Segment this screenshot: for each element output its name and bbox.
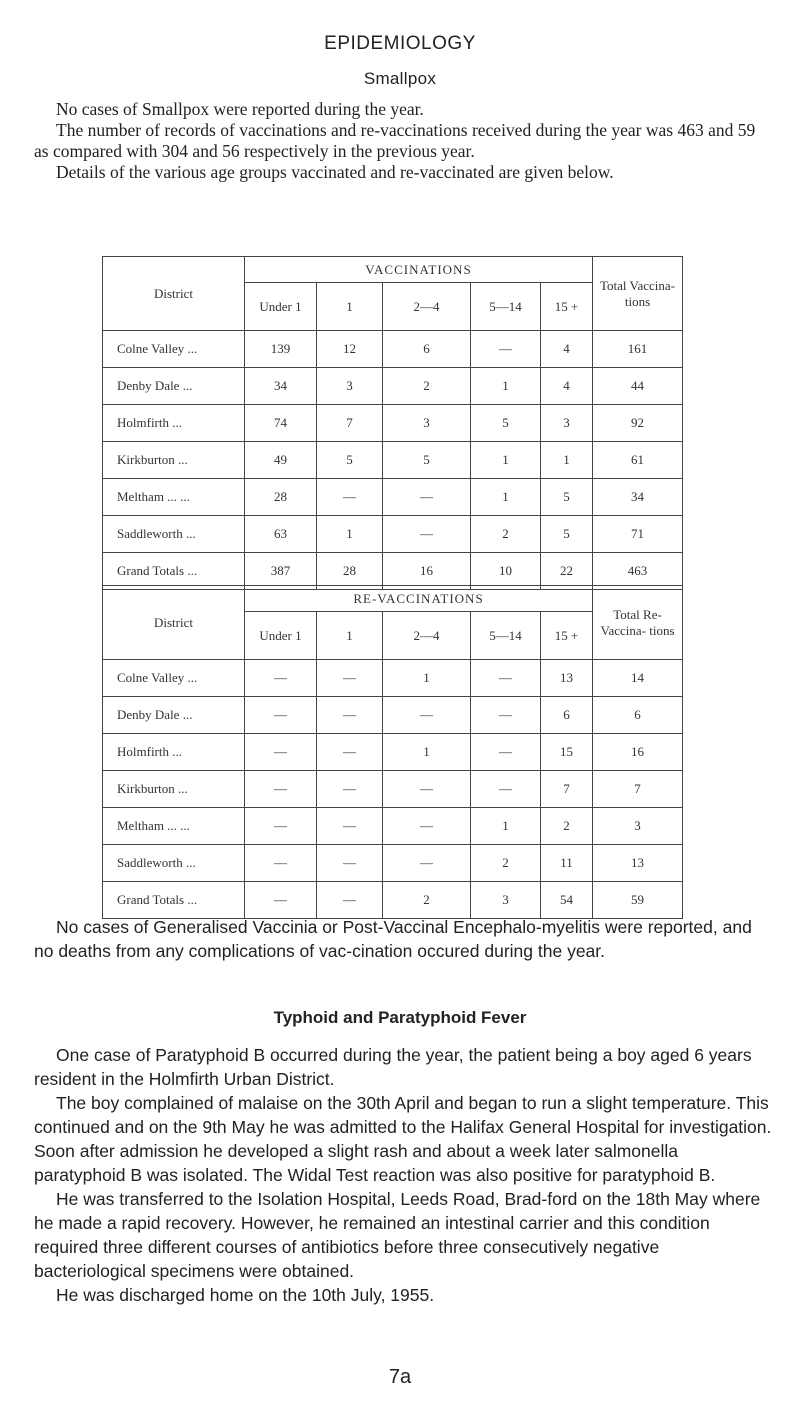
value-cell: — bbox=[383, 771, 471, 808]
value-cell: 1 bbox=[383, 734, 471, 771]
value-cell: — bbox=[383, 808, 471, 845]
value-cell: 1 bbox=[471, 808, 541, 845]
value-cell: — bbox=[245, 808, 317, 845]
value-cell: 387 bbox=[245, 553, 317, 590]
value-cell: — bbox=[471, 697, 541, 734]
total-cell: 463 bbox=[593, 553, 683, 590]
table-row bbox=[103, 516, 683, 553]
value-cell: 1 bbox=[471, 442, 541, 479]
total-cell: 92 bbox=[593, 405, 683, 442]
value-cell: 34 bbox=[245, 368, 317, 405]
value-cell: 49 bbox=[245, 442, 317, 479]
table-row bbox=[103, 331, 683, 368]
total-cell: 7 bbox=[593, 771, 683, 808]
total-cell: 161 bbox=[593, 331, 683, 368]
district-cell: Meltham ... ... bbox=[103, 479, 245, 516]
value-cell: 5 bbox=[317, 442, 383, 479]
total-header: Total Vaccina- tions bbox=[593, 257, 683, 331]
revaccinations-group-header: RE-VACCINATIONS bbox=[245, 586, 593, 612]
vaccinia-note bbox=[34, 915, 774, 963]
value-cell: — bbox=[317, 771, 383, 808]
value-cell: 5 bbox=[541, 516, 593, 553]
district-cell: Meltham ... ... bbox=[103, 808, 245, 845]
value-cell: — bbox=[245, 882, 317, 919]
value-cell: — bbox=[383, 697, 471, 734]
total-header: Total Re- Vaccina- tions bbox=[593, 586, 683, 660]
value-cell: — bbox=[317, 808, 383, 845]
district-cell: Denby Dale ... bbox=[103, 368, 245, 405]
value-cell: 4 bbox=[541, 331, 593, 368]
value-cell: 28 bbox=[317, 553, 383, 590]
total-cell: 61 bbox=[593, 442, 683, 479]
total-cell: 6 bbox=[593, 697, 683, 734]
value-cell: 13 bbox=[541, 660, 593, 697]
district-cell: Kirkburton ... bbox=[103, 771, 245, 808]
value-cell: — bbox=[317, 734, 383, 771]
typhoid-paragraph-2: The boy complained of malaise on the 30th April and began to run a slight temperature. This continued and on the 9th May he was admitted to the Halifax General Hospital for investigation. Soon after admission he developed a slight rash and about a week later salmonella paratyphoid B was isolated. The Widal Test reaction was also positive for paratyphoid B. bbox=[34, 1093, 772, 1185]
total-cell: 13 bbox=[593, 845, 683, 882]
district-cell: Colne Valley ... bbox=[103, 331, 245, 368]
district-cell: Holmfirth ... bbox=[103, 405, 245, 442]
value-cell: — bbox=[471, 771, 541, 808]
district-cell: Saddleworth ... bbox=[103, 516, 245, 553]
typhoid-paragraph-1: One case of Paratyphoid B occurred during the year, the patient being a boy aged 6 years resident in the Holmfirth Urban District. bbox=[34, 1045, 752, 1089]
total-cell: 14 bbox=[593, 660, 683, 697]
age-header: 15 + bbox=[541, 283, 593, 331]
value-cell: 54 bbox=[541, 882, 593, 919]
age-header: 2—4 bbox=[383, 612, 471, 660]
value-cell: — bbox=[471, 660, 541, 697]
value-cell: 7 bbox=[541, 771, 593, 808]
intro-text bbox=[34, 99, 774, 183]
age-header: Under 1 bbox=[245, 612, 317, 660]
district-cell: Saddleworth ... bbox=[103, 845, 245, 882]
value-cell: 5 bbox=[541, 479, 593, 516]
table-row bbox=[103, 734, 683, 771]
age-header: Under 1 bbox=[245, 283, 317, 331]
table-row bbox=[103, 771, 683, 808]
value-cell: 7 bbox=[317, 405, 383, 442]
value-cell: 12 bbox=[317, 331, 383, 368]
value-cell: 2 bbox=[471, 845, 541, 882]
district-cell: Holmfirth ... bbox=[103, 734, 245, 771]
value-cell: 15 bbox=[541, 734, 593, 771]
section-title-smallpox: Smallpox bbox=[363, 69, 437, 88]
district-cell: Colne Valley ... bbox=[103, 660, 245, 697]
age-header: 5—14 bbox=[471, 283, 541, 331]
value-cell: 2 bbox=[383, 882, 471, 919]
table-row bbox=[103, 697, 683, 734]
table-row bbox=[103, 405, 683, 442]
value-cell: — bbox=[317, 479, 383, 516]
table-row bbox=[103, 845, 683, 882]
value-cell: — bbox=[383, 516, 471, 553]
total-cell: 16 bbox=[593, 734, 683, 771]
total-cell: 71 bbox=[593, 516, 683, 553]
district-cell: Denby Dale ... bbox=[103, 697, 245, 734]
value-cell: — bbox=[245, 771, 317, 808]
value-cell: — bbox=[317, 660, 383, 697]
value-cell: 28 bbox=[245, 479, 317, 516]
district-cell: Grand Totals ... bbox=[103, 553, 245, 590]
value-cell: 139 bbox=[245, 331, 317, 368]
table-row bbox=[103, 479, 683, 516]
value-cell: — bbox=[245, 734, 317, 771]
value-cell: 1 bbox=[471, 368, 541, 405]
age-header: 1 bbox=[317, 612, 383, 660]
typhoid-paragraph-4: He was discharged home on the 10th July, 1955. bbox=[56, 1285, 435, 1305]
typhoid-text bbox=[34, 1043, 774, 1307]
value-cell: 6 bbox=[541, 697, 593, 734]
value-cell: 1 bbox=[317, 516, 383, 553]
revaccinations-table bbox=[102, 585, 683, 919]
page-title: EPIDEMIOLOGY bbox=[324, 33, 476, 54]
table-row bbox=[103, 442, 683, 479]
value-cell: 3 bbox=[317, 368, 383, 405]
value-cell: 3 bbox=[541, 405, 593, 442]
district-cell: Grand Totals ... bbox=[103, 882, 245, 919]
age-header: 5—14 bbox=[471, 612, 541, 660]
vaccinations-table bbox=[102, 256, 683, 590]
value-cell: 1 bbox=[383, 660, 471, 697]
table-row bbox=[103, 553, 683, 590]
total-cell: 59 bbox=[593, 882, 683, 919]
value-cell: — bbox=[471, 331, 541, 368]
value-cell: — bbox=[245, 845, 317, 882]
total-cell: 3 bbox=[593, 808, 683, 845]
section-title-typhoid: Typhoid and Paratyphoid Fever bbox=[273, 1008, 527, 1027]
value-cell: 22 bbox=[541, 553, 593, 590]
intro-paragraph-2: The number of records of vaccinations and re-vaccinations received during the year was 463 and 59 as compared with 304 and 56 respectively in the previous year. bbox=[34, 120, 756, 161]
value-cell: — bbox=[317, 845, 383, 882]
value-cell: 74 bbox=[245, 405, 317, 442]
age-header: 15 + bbox=[541, 612, 593, 660]
value-cell: 63 bbox=[245, 516, 317, 553]
table-row bbox=[103, 882, 683, 919]
value-cell: 2 bbox=[471, 516, 541, 553]
value-cell: 10 bbox=[471, 553, 541, 590]
district-header: District bbox=[103, 586, 245, 660]
table-row bbox=[103, 660, 683, 697]
value-cell: 1 bbox=[541, 442, 593, 479]
value-cell: — bbox=[317, 882, 383, 919]
value-cell: — bbox=[245, 697, 317, 734]
value-cell: — bbox=[471, 734, 541, 771]
page-number: 7a bbox=[388, 1366, 412, 1388]
value-cell: 11 bbox=[541, 845, 593, 882]
intro-paragraph-3: Details of the various age groups vaccinated and re-vaccinated are given below. bbox=[56, 162, 614, 182]
total-cell: 44 bbox=[593, 368, 683, 405]
district-header: District bbox=[103, 257, 245, 331]
value-cell: — bbox=[245, 660, 317, 697]
table-row bbox=[103, 368, 683, 405]
vaccinations-group-header: VACCINATIONS bbox=[245, 257, 593, 283]
value-cell: 16 bbox=[383, 553, 471, 590]
value-cell: 6 bbox=[383, 331, 471, 368]
age-header: 1 bbox=[317, 283, 383, 331]
district-cell: Kirkburton ... bbox=[103, 442, 245, 479]
intro-paragraph-1: No cases of Smallpox were reported during the year. bbox=[56, 99, 424, 119]
value-cell: 1 bbox=[471, 479, 541, 516]
table-row bbox=[103, 808, 683, 845]
age-header: 2—4 bbox=[383, 283, 471, 331]
value-cell: 3 bbox=[471, 882, 541, 919]
value-cell: 3 bbox=[383, 405, 471, 442]
value-cell: 2 bbox=[541, 808, 593, 845]
value-cell: — bbox=[383, 845, 471, 882]
value-cell: 2 bbox=[383, 368, 471, 405]
value-cell: 4 bbox=[541, 368, 593, 405]
value-cell: — bbox=[317, 697, 383, 734]
value-cell: — bbox=[383, 479, 471, 516]
value-cell: 5 bbox=[471, 405, 541, 442]
total-cell: 34 bbox=[593, 479, 683, 516]
value-cell: 5 bbox=[383, 442, 471, 479]
vaccinia-paragraph: No cases of Generalised Vaccinia or Post-Vaccinal Encephalo-myelitis were reported, and no deaths from any complications of vac-cination occured during the year. bbox=[34, 917, 752, 961]
typhoid-paragraph-3: He was transferred to the Isolation Hospital, Leeds Road, Brad-ford on the 18th May where he made a rapid recovery. However, he remained an intestinal carrier and this condition required three different courses of antibiotics before three consecutively negative bacteriological specimens were obtained. bbox=[34, 1189, 761, 1281]
